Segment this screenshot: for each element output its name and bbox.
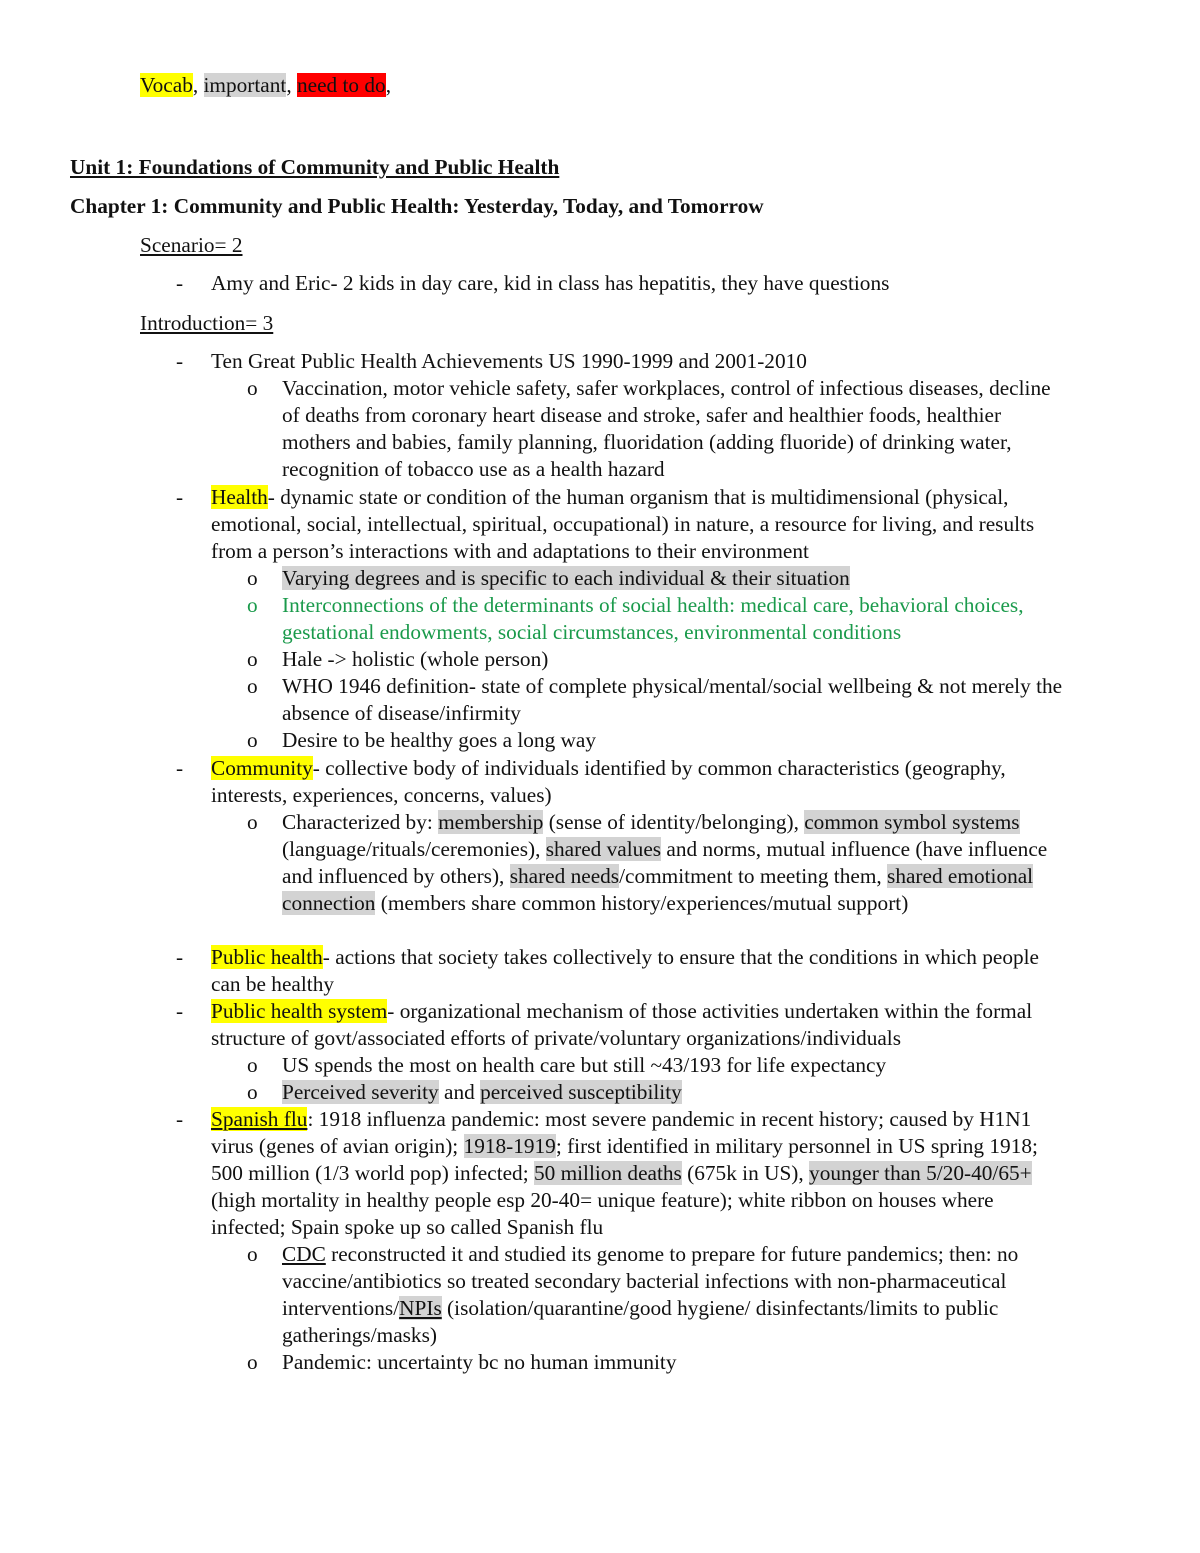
section-heading-introduction: Introduction= 3	[140, 311, 274, 335]
highlight-legend: Vocab, important, need to do,	[140, 73, 392, 97]
list-item-spanish-flu: Spanish flu: 1918 influenza pandemic: most severe pandemic in recent history; caused by H1N1 virus (genes of avian origin); 1918-1919; first identified in military personnel in US spring 1918; 500 million (1/3 world pop) infected; 50 million deaths (675k in US), younger than 5/20-40/65+ (high mortality in healthy people esp 20-40= unique feature); white ribbon on houses where infected; Spain spoke up so called Spanish flu	[211, 1107, 1038, 1239]
sub-item-health-3: Hale -> holistic (whole person)	[282, 647, 549, 671]
sub-item-flu-2: Pandemic: uncertainty bc no human immunity	[282, 1350, 677, 1374]
list-item-achievements: Ten Great Public Health Achievements US 1990-1999 and 2001-2010	[211, 349, 807, 373]
circle-bullet: o	[247, 1350, 258, 1374]
dash-bullet: -	[176, 485, 184, 509]
sub-item-community: Characterized by: membership (sense of identity/belonging), common symbol systems (language/rituals/ceremonies), shared values and norms, mutual influence (have influence and influenced by others), shared needs/commitment to meeting them, shared emotional connection (members share common history/experiences/mutual support)	[282, 810, 1048, 915]
circle-bullet: o	[247, 376, 258, 400]
circle-bullet: o	[247, 728, 258, 752]
sub-item-achievements: Vaccination, motor vehicle safety, safer workplaces, control of infectious diseases, decline of deaths from coronary heart disease and stroke, safer and healthier foods, healthier mothers and babies, family planning, fluoridation (adding fluoride) of drinking water, recognition of tobacco use as a health hazard	[282, 376, 1051, 481]
sub-item-health-2: Interconnections of the determinants of social health: medical care, behavioral choices, gestational endowments, social circumstances, environmental conditions	[282, 593, 1024, 644]
vocab-term-public-health: Public health	[211, 945, 323, 969]
legend-need-to-do: need to do	[296, 73, 386, 97]
section-heading-scenario: Scenario= 2	[140, 233, 243, 257]
dash-bullet: -	[176, 756, 184, 780]
link-cdc: CDC	[282, 1242, 326, 1266]
vocab-term-community: Community	[211, 756, 313, 780]
dash-bullet: -	[176, 271, 184, 295]
list-item-public-health: Public health- actions that society takes collectively to ensure that the conditions in which people can be healthy	[211, 945, 1039, 996]
circle-bullet: o	[247, 810, 258, 834]
list-item-community: Community- collective body of individuals identified by common characteristics (geography, interests, experiences, concerns, values)	[211, 756, 1006, 807]
circle-bullet: o	[247, 674, 258, 698]
dash-bullet: -	[176, 1107, 184, 1131]
circle-bullet: o	[247, 1053, 258, 1077]
circle-bullet: o	[247, 1242, 258, 1266]
legend-important: important	[203, 73, 287, 97]
vocab-term-health: Health	[211, 485, 268, 509]
list-item-public-health-system: Public health system- organizational mechanism of those activities undertaken within the formal structure of govt/associated efforts of private/voluntary organizations/individuals	[211, 999, 1033, 1050]
vocab-term-spanish-flu: Spanish flu	[211, 1107, 308, 1131]
sub-item-health-5: Desire to be healthy goes a long way	[282, 728, 597, 752]
sub-item-health-1: Varying degrees and is specific to each individual & their situation	[282, 566, 850, 590]
sub-item-phs-2: Perceived severity and perceived susceptibility	[282, 1080, 682, 1104]
circle-bullet: o	[247, 593, 258, 617]
list-item-health: Health- dynamic state or condition of the human organism that is multidimensional (physical, emotional, social, intellectual, spiritual, occupational) in nature, a resource for living, and results from a person’s interactions with and adaptations to their environment	[211, 485, 1035, 563]
chapter-title: Chapter 1: Community and Public Health: Yesterday, Today, and Tomorrow	[70, 194, 764, 218]
circle-bullet: o	[247, 1080, 258, 1104]
dash-bullet: -	[176, 349, 184, 373]
dash-bullet: -	[176, 999, 184, 1023]
dash-bullet: -	[176, 945, 184, 969]
sub-item-flu-1: CDC reconstructed it and studied its genome to prepare for future pandemics; then: no vaccine/antibiotics so treated secondary bacterial infections with non-pharmaceutical interventions/NPIs (isolation/quarantine/good hygiene/ disinfectants/limits to public gatherings/masks)	[282, 1242, 1019, 1347]
circle-bullet: o	[247, 566, 258, 590]
circle-bullet: o	[247, 647, 258, 671]
unit-title: Unit 1: Foundations of Community and Public Health	[70, 155, 560, 179]
vocab-term-public-health-system: Public health system	[211, 999, 388, 1023]
sub-item-phs-1: US spends the most on health care but still ~43/193 for life expectancy	[282, 1053, 887, 1077]
legend-vocab: Vocab	[140, 73, 193, 97]
sub-item-health-4: WHO 1946 definition- state of complete physical/mental/social wellbeing & not merely the absence of disease/infirmity	[282, 674, 1063, 725]
list-item: Amy and Eric- 2 kids in day care, kid in class has hepatitis, they have questions	[211, 271, 890, 295]
